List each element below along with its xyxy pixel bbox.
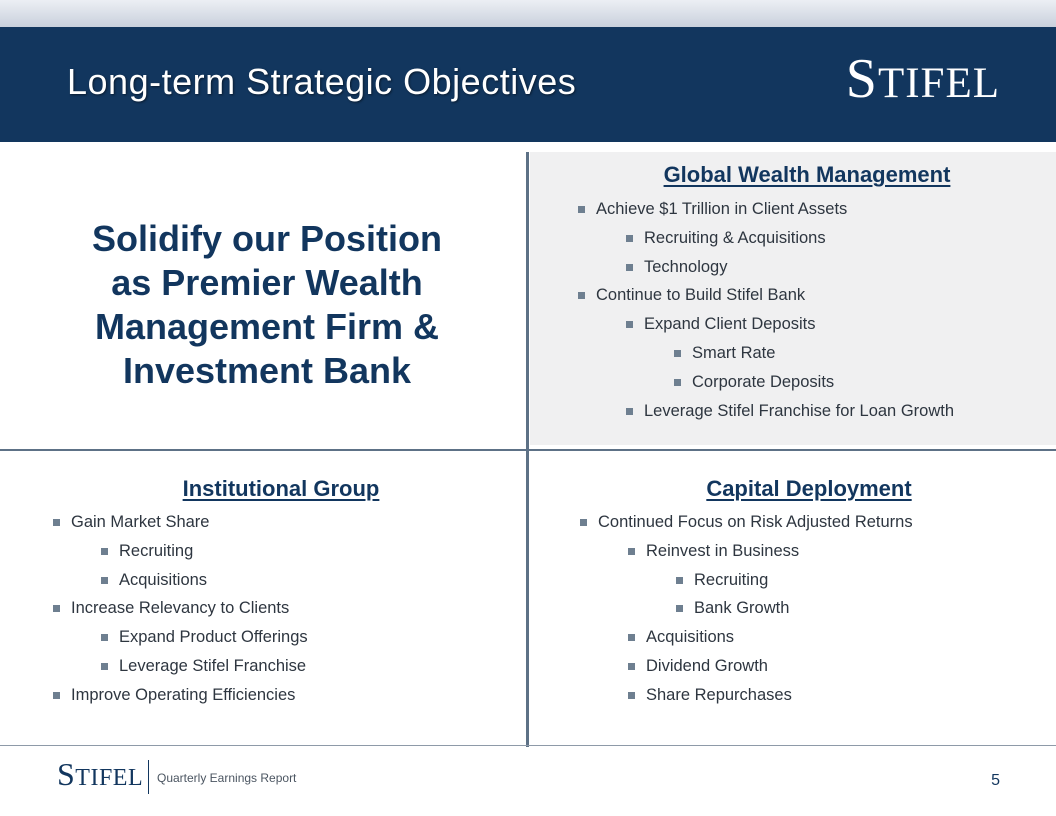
headline-line: Investment Bank bbox=[122, 350, 412, 391]
square-bullet-icon bbox=[676, 605, 683, 612]
wealth-list bbox=[578, 195, 954, 425]
list-item-text: Smart Rate bbox=[692, 343, 776, 362]
list-item-text: Recruiting & Acquisitions bbox=[644, 228, 826, 247]
square-bullet-icon bbox=[101, 577, 108, 584]
square-bullet-icon bbox=[626, 264, 633, 271]
footer-logo-divider bbox=[148, 760, 149, 794]
list-item-text: Corporate Deposits bbox=[692, 372, 835, 391]
list-item bbox=[580, 566, 913, 595]
list-item-text: Bank Growth bbox=[694, 599, 790, 618]
top-gradient-strip bbox=[0, 0, 1056, 27]
square-bullet-icon bbox=[580, 519, 587, 526]
list-item bbox=[578, 195, 954, 224]
list-item bbox=[580, 594, 913, 623]
logo-initial: S bbox=[845, 48, 878, 110]
footer-logo-rest: TIFEL bbox=[75, 765, 144, 791]
list-item-text: Expand Product Offerings bbox=[119, 628, 308, 647]
list-item bbox=[53, 566, 308, 595]
wealth-title: Global Wealth Management bbox=[663, 162, 951, 187]
footer-stifel-logo bbox=[57, 758, 143, 790]
list-item-text: Leverage Stifel Franchise for Loan Growth bbox=[644, 401, 954, 420]
list-item bbox=[580, 537, 913, 566]
page-title: Long-term Strategic Objectives bbox=[67, 61, 577, 102]
list-item bbox=[53, 594, 308, 623]
footer-logo-initial: S bbox=[57, 756, 76, 792]
list-item bbox=[580, 652, 913, 681]
square-bullet-icon bbox=[53, 605, 60, 612]
list-item-text: Recruiting bbox=[694, 570, 769, 589]
list-item-text: Improve Operating Efficiencies bbox=[71, 685, 296, 704]
list-item-text: Increase Relevancy to Clients bbox=[71, 599, 290, 618]
horizontal-divider bbox=[0, 449, 1056, 451]
capital-title: Capital Deployment bbox=[706, 476, 912, 501]
list-item bbox=[578, 339, 954, 368]
square-bullet-icon bbox=[578, 206, 585, 213]
list-item-text: Reinvest in Business bbox=[646, 541, 800, 560]
list-item-text: Continued Focus on Risk Adjusted Returns bbox=[598, 513, 913, 531]
list-item bbox=[53, 537, 308, 566]
square-bullet-icon bbox=[674, 379, 681, 386]
square-bullet-icon bbox=[628, 634, 635, 641]
square-bullet-icon bbox=[626, 235, 633, 242]
list-item bbox=[580, 508, 913, 537]
institutional-title: Institutional Group bbox=[182, 476, 380, 501]
logo-rest: TIFEL bbox=[877, 60, 1000, 107]
list-item-text: Recruiting bbox=[119, 541, 194, 560]
stifel-logo bbox=[845, 48, 1000, 110]
page-number: 5 bbox=[991, 772, 1000, 789]
list-item-text: Acquisitions bbox=[119, 570, 208, 589]
square-bullet-icon bbox=[101, 663, 108, 670]
list-item-text: Technology bbox=[644, 257, 728, 276]
square-bullet-icon bbox=[674, 350, 681, 357]
square-bullet-icon bbox=[628, 548, 635, 555]
header-bar bbox=[0, 27, 1056, 142]
headline-line: as Premier Wealth bbox=[111, 262, 423, 303]
list-item-text: Share Repurchases bbox=[646, 685, 792, 704]
capital-list bbox=[580, 508, 913, 710]
square-bullet-icon bbox=[101, 548, 108, 555]
list-item bbox=[580, 681, 913, 710]
square-bullet-icon bbox=[626, 408, 633, 415]
list-item bbox=[578, 253, 954, 282]
report-label: Quarterly Earnings Report bbox=[157, 771, 297, 785]
list-item-text: Gain Market Share bbox=[71, 513, 210, 531]
list-item-text: Dividend Growth bbox=[646, 656, 768, 675]
list-item bbox=[578, 281, 954, 310]
square-bullet-icon bbox=[628, 692, 635, 699]
list-item-text: Leverage Stifel Franchise bbox=[119, 656, 307, 675]
square-bullet-icon bbox=[626, 321, 633, 328]
square-bullet-icon bbox=[628, 663, 635, 670]
square-bullet-icon bbox=[53, 519, 60, 526]
list-item bbox=[578, 397, 954, 426]
headline-line: Management Firm & bbox=[94, 306, 440, 347]
footer-divider-line bbox=[0, 745, 1056, 746]
list-item-text: Expand Client Deposits bbox=[644, 315, 816, 334]
headline bbox=[60, 217, 474, 393]
list-item bbox=[578, 368, 954, 397]
square-bullet-icon bbox=[676, 577, 683, 584]
list-item bbox=[53, 508, 308, 537]
square-bullet-icon bbox=[578, 292, 585, 299]
list-item bbox=[53, 681, 308, 710]
list-item bbox=[578, 310, 954, 339]
list-item bbox=[53, 652, 308, 681]
institutional-list bbox=[53, 508, 308, 710]
list-item bbox=[580, 623, 913, 652]
list-item-text: Acquisitions bbox=[646, 628, 735, 647]
headline-line: Solidify our Position bbox=[92, 218, 442, 259]
list-item bbox=[578, 224, 954, 253]
list-item-text: Achieve $1 Trillion in Client Assets bbox=[596, 200, 848, 218]
list-item-text: Continue to Build Stifel Bank bbox=[596, 286, 806, 305]
list-item bbox=[53, 623, 308, 652]
square-bullet-icon bbox=[53, 692, 60, 699]
square-bullet-icon bbox=[101, 634, 108, 641]
